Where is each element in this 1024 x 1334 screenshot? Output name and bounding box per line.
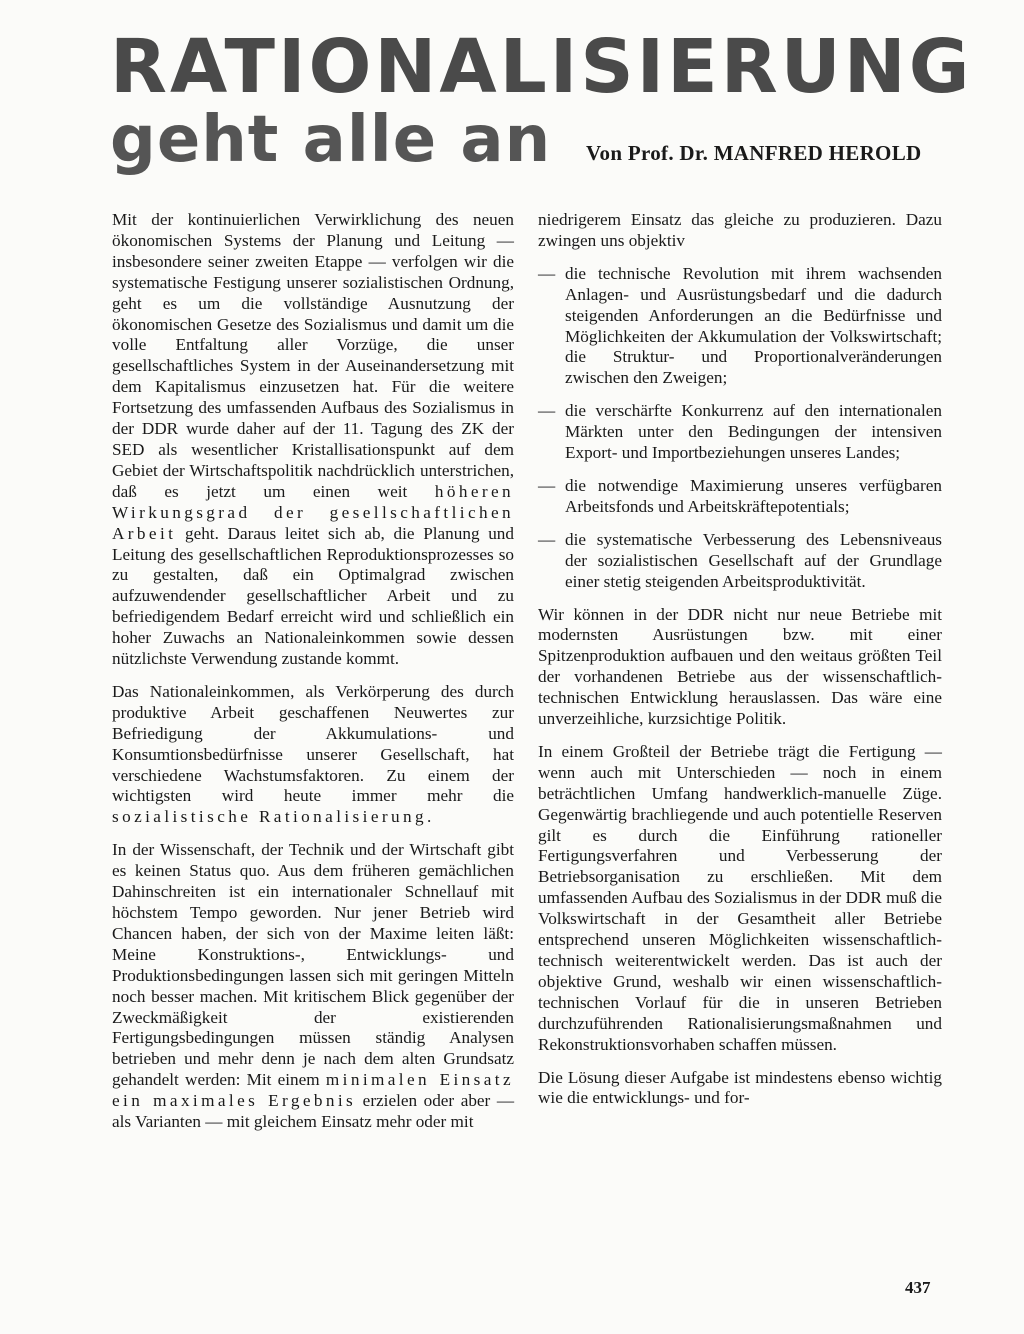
paragraph: Die Lösung dieser Aufgabe ist mindestens ebenso wichtig wie die entwicklungs- und for- — [538, 1067, 942, 1108]
text-run: In der Wissenschaft, der Technik und der Wirtschaft gibt es keinen Status quo. Aus dem früheren gemächlichen Dahinschreiten ist ein internationaler Schnellauf mit höchstem Tempo geworden. Nur jener Betrieb wird Chancen haben, der sich von der Maxime leiten läßt: Meine Konstruktions-, Entwicklungs- und Produktionsbedingungen lassen sich mit geringen Mitteln noch besser machen. Mit kritischem Blick gegenüber der Zweckmäßigkeit der existierenden Fertigungsbedingungen müssen ständig Analysen betrieben und mehr denn je nach dem alten Grundsatz gehandelt werden: Mit einem — [112, 840, 514, 1090]
emphasized-text: höheren Wirkungsgrad der gesellschaftlichen Arbeit — [112, 481, 514, 543]
list-item: — die notwendige Maximierung unseres verfügbaren Arbeitsfonds und Arbeitskräftepotentials; — [538, 476, 942, 518]
headline-line-1: RATIONALISIERUNG — [110, 24, 973, 110]
paragraph: In einem Großteil der Betriebe trägt die Fertigung — wenn auch mit Unterschieden — noch in einem beträchtlichen Umfang handwerklich-manuelle Züge. Gegenwärtig brachliegende und auch potentielle Reserven gilt es durch die Einführung rationeller Fertigungsverfahren und Verbesserung der Betriebsorganisation zu erschließen. Mit dem umfassenden Aufbau des Sozialismus in der DDR muß die Volkswirtschaft in der Gesamtheit aller Betriebe entsprechend unseren Möglichkeiten wissenschaftlich-technisch weiterentwickelt werden. Das ist auch der objektive Grund, weshalb wir einen wissenschaftlich-technischen Vorlauf für die in unseren Betrieben durchzuführenden Rationalisierungsmaßnahmen und Rekonstruktionsvorhaben schaffen müssen. — [538, 741, 942, 1054]
paragraph — [112, 682, 514, 828]
byline: Von Prof. Dr. MANFRED HEROLD — [586, 141, 922, 165]
paragraph: Wir können in der DDR nicht nur neue Betriebe mit modernsten Ausrüstungen bzw. mit einer Spitzenproduktion aufbauen und den weitaus größten Teil der vorhandenen Betriebe aus der wissenschaftlich-technischen Entwicklung herauslassen. Das wäre eine unverzeihliche, kurzsichtige Politik. — [538, 604, 942, 729]
headline-line-2: geht alle an — [110, 103, 552, 177]
text-run: . — [426, 807, 432, 827]
paragraph — [112, 840, 514, 1133]
text-run: geht. Daraus leitet sich ab, die Planung und Leitung des gesellschaftlichen Reproduktionsprozesses so zu gestalten, daß ein Optimalgrad zwischen aufzuwendender gesellschaftlicher Arbeit und zu befriedigendem Bedarf erreicht wird und schließlich ein hoher Zuwachs an Nationaleinkommen sowie dessen nützlichste Verwendung zustande kommt. — [112, 523, 514, 669]
list-item: — die systematische Verbesserung des Lebensniveaus der sozialistischen Gesellschaft auf der Grundlage einer stetig steigenden Arbeitsproduktivität. — [538, 530, 942, 593]
page-number: 437 — [905, 1278, 931, 1297]
emphasized-text: minimalen Einsatz ein maximales Ergebnis — [112, 1070, 514, 1111]
dash-list — [538, 264, 942, 593]
list-item: — die technische Revolution mit ihrem wachsenden Anlagen- und Ausrüstungsbedarf und die dadurch steigenden Anforderungen an die Bedürfnisse und Möglichkeiten der Akkumulation der Volkswirtschaft; die Struktur- und Proportionalveränderungen zwischen den Zweigen; — [538, 264, 942, 389]
right-column — [538, 210, 942, 1121]
text-run: erzielen oder aber — als Varianten — mit gleichem Einsatz mehr oder mit — [112, 1091, 515, 1132]
list-item: — die verschärfte Konkurrenz auf den internationalen Märkten unter den Bedingungen der intensiven Export- und Importbeziehungen unseres Landes; — [538, 401, 942, 464]
paragraph — [112, 210, 514, 670]
text-run: Mit der kontinuierlichen Verwirklichung des neuen ökonomischen Systems der Planung und Leitung — insbesondere seiner zweiten Etappe — verfolgen wir die systematische Festigung unserer sozialistischen Ordnung, geht es um die vollständige Ausnutzung der ökonomischen Gesetze des Sozialismus und damit um die volle Entfaltung aller Vorzüge, die unser gesellschaftliches System in der Auseinandersetzung mit dem Kapitalismus einzusetzen hat. Für die weitere Fortsetzung des umfassenden Aufbaus des Sozialismus in der DDR wurde daher auf der 11. Tagung des ZK der SED als wesentlicher Kristallisationspunkt auf dem Gebiet der Wirtschaftspolitik nachdrücklich unterstrichen, daß es jetzt um einen weit — [112, 210, 514, 501]
emphasized-text: sozialistische Rationalisierung — [112, 807, 427, 827]
paragraph: niedrigerem Einsatz das gleiche zu produzieren. Dazu zwingen uns objektiv — [538, 210, 942, 250]
left-column — [112, 210, 514, 1145]
text-run: Das Nationaleinkommen, als Verkörperung des durch produktive Arbeit geschaffenen Neuwertes zur Befriedigung der Akkumulations- und Konsumtionsbedürfnisse unserer Gesellschaft, hat verschiedene Wachstumsfaktoren. Zu einem der wichtigsten wird heute immer mehr die — [112, 681, 514, 806]
